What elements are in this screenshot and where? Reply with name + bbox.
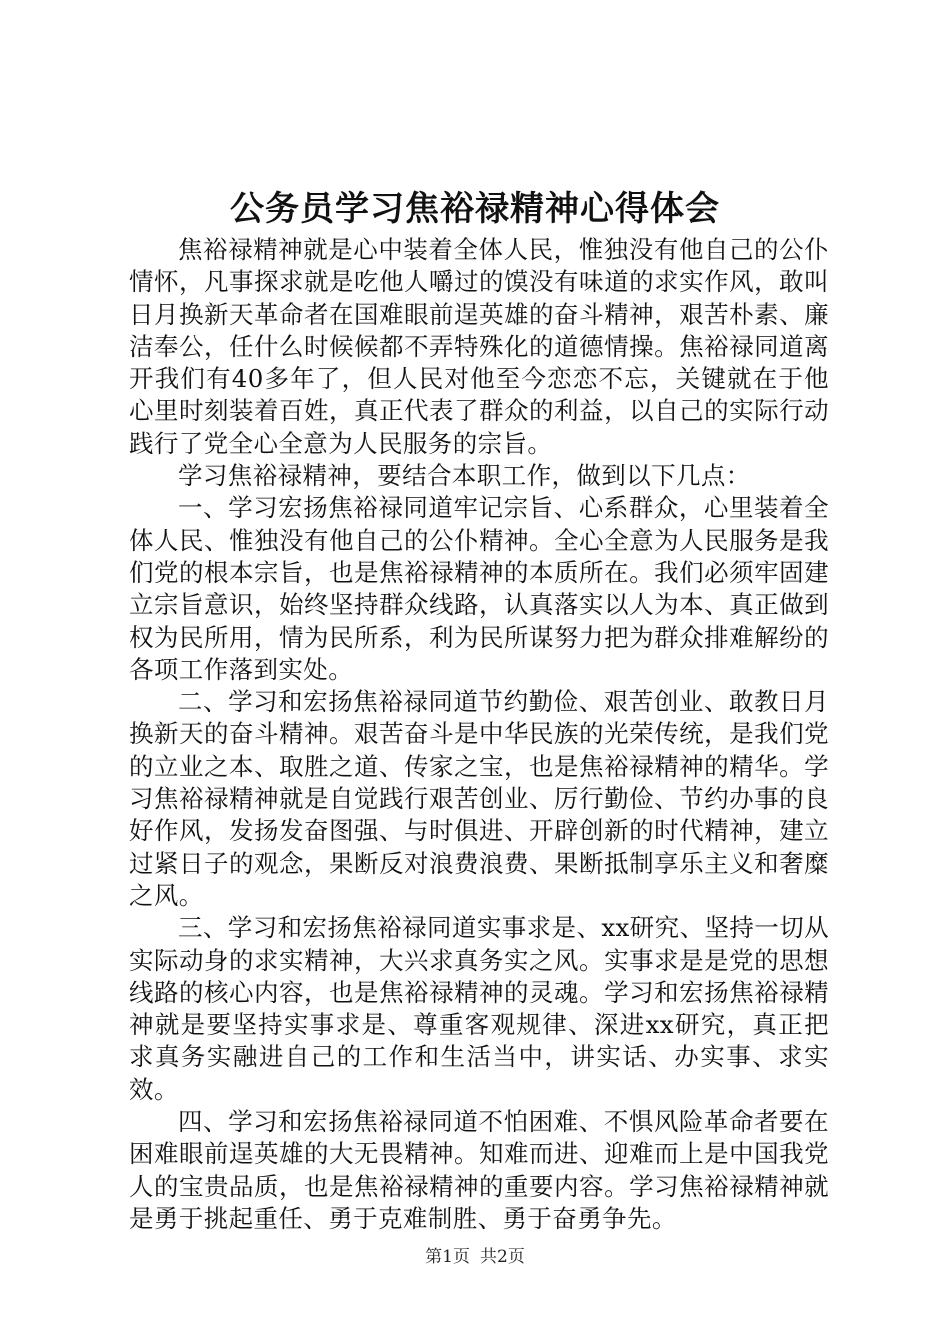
point-three-paragraph: 三、学习和宏扬焦裕禄同道实事求是、xx研究、坚持一切从实际动身的求实精神，大兴求真务实之风。实事求是是党的思想线路的核心内容，也是焦裕禄精神的灵魂。学习和宏扬焦裕禄精神就是要坚持实事求是、尊重客观规律、深进xx研究，真正把求真务实融进自己的工作和生活当中，讲实话、办实事、求实效。 (129, 913, 829, 1104)
point-two-paragraph: 二、学习和宏扬焦裕禄同道节约勤俭、艰苦创业、敢教日月换新天的奋斗精神。艰苦奋斗是中华民族的光荣传统，是我们党的立业之本、取胜之道、传家之宝，也是焦裕禄精神的精华。学习焦裕禄精神就是自觉践行艰苦创业、厉行勤俭、节约办事的良好作风，发扬发奋图强、与时俱进、开辟创新的时代精神，建立过紧日子的观念，果断反对浪费浪费、果断抵制享乐主义和奢糜之风。 (129, 687, 829, 910)
page-number: 第1页 (425, 1247, 470, 1267)
document-title: 公务员学习焦裕禄精神心得体会 (230, 189, 720, 229)
point-four-paragraph: 四、学习和宏扬焦裕禄同道不怕困难、不惧风险革命者要在困难眼前逞英雄的大无畏精神。知难而进、迎难而上是中国我党人的宝贵品质，也是焦裕禄精神的重要内容。学习焦裕禄精神就是勇于挑起重任、勇于克难制胜、勇于奋勇争先。 (129, 1107, 829, 1233)
lead-in-paragraph: 学习焦裕禄精神，要结合本职工作，做到以下几点： (178, 461, 751, 491)
document-body (129, 234, 829, 1235)
point-one-paragraph: 一、学习宏扬焦裕禄同道牢记宗旨、心系群众，心里装着全体人民、惟独没有他自己的公仆精神。全心全意为人民服务是我们党的根本宗旨，也是焦裕禄精神的本质所在。我们必须牢固建立宗旨意识，始终坚持群众线路，认真落实以人为本、真正做到权为民所用，情为民所系，利为民所谋努力把为群众排难解纷的各项工作落到实处。 (129, 493, 829, 684)
page-total: 共2页 (480, 1247, 525, 1267)
page-footer (0, 1246, 950, 1268)
intro-paragraph: 焦裕禄精神就是心中装着全体人民，惟独没有他自己的公仆情怀，凡事探求就是吃他人嚼过的馍没有味道的求实作风，敢叫日月换新天革命者在国难眼前逞英雄的奋斗精神，艰苦朴素、廉洁奉公，任什么时候候都不弄特殊化的道德情操。焦裕禄同道离开我们有40多年了，但人民对他至今恋恋不忘，关键就在于他心里时刻装着百姓，真正代表了群众的利益，以自己的实际行动践行了党全心全意为人民服务的宗旨。 (129, 235, 829, 458)
